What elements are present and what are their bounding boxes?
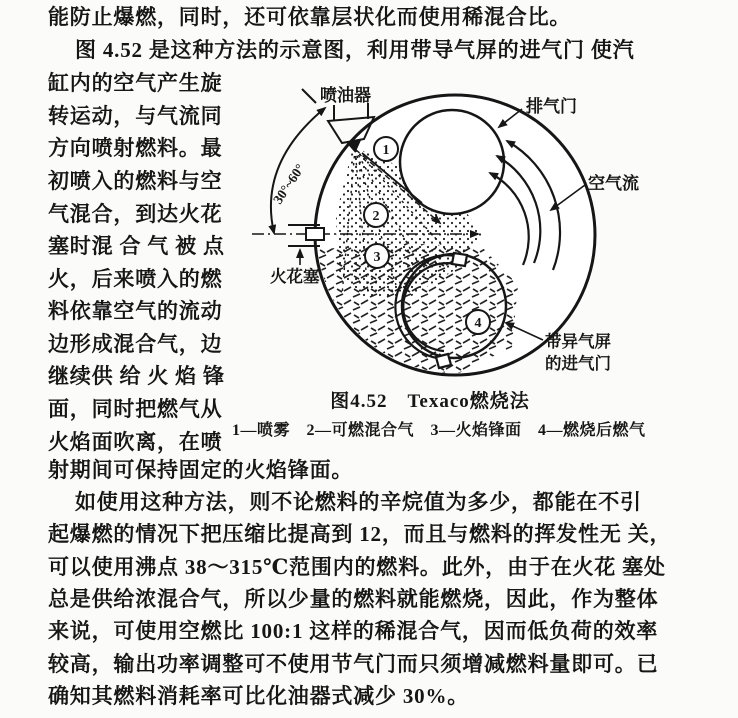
paragraph-line: 确知其燃料消耗率可比化油器式减少 30%。: [48, 684, 470, 708]
zone-1-number: 1: [382, 143, 390, 158]
zone-4-number: 4: [474, 316, 482, 331]
paragraph-line: 起爆燃的情况下把压缩比提高到 12，而且与燃料的挥发性无 关，: [48, 522, 672, 546]
zone-2-number: 2: [372, 209, 380, 224]
paragraph-line: 转运动，与气流同: [48, 104, 223, 128]
paragraph-line: 射期间可保持固定的火焰锋面。: [48, 458, 354, 482]
figure-legend: 1—喷雾 2—可燃混合气 3—火焰锋面 4—燃烧后燃气: [232, 422, 646, 439]
paragraph-line: 塞时混 合 气 被 点: [48, 234, 225, 258]
paragraph-line: 方向喷射燃料。最: [48, 136, 223, 160]
paragraph-line: 来说，可使用空燃比 100:1 这样的稀混合气，因而低负荷的效率: [48, 619, 659, 643]
paragraph-line: 较高，输出功率调整可不使用节气门而只须增减燃料量即可。已: [48, 652, 659, 676]
paragraph-line: 可以使用沸点 38～315℃范围内的燃料。此外，由于在火花 塞处: [48, 555, 666, 579]
paragraph-line: 火焰面吹离，在喷: [48, 430, 223, 454]
paragraph-line: 如使用这种方法，则不论燃料的辛烷值为多少，都能在不引: [75, 490, 642, 514]
paragraph-line: 图 4.52 是这种方法的示意图，利用带导气屏的进气门 使汽: [75, 38, 635, 62]
paragraph-line: 火，后来喷入的燃: [48, 267, 223, 291]
paragraph-line: 缸内的空气产生旋: [48, 71, 223, 95]
injector-label: 喷油器: [320, 86, 371, 105]
intake-valve-label-line2: 的进气门: [545, 354, 611, 373]
paragraph-line: 气混合，到达火花: [48, 202, 223, 226]
exhaust-valve-label: 排气门: [526, 97, 577, 116]
zone-3-number: 3: [373, 250, 381, 265]
combustion-diagram: [250, 85, 720, 385]
spark-plug-label: 火花塞: [270, 267, 320, 286]
paragraph-line: 面，同时把燃气从: [48, 397, 223, 421]
paragraph-line: 边形成混合气，边: [48, 332, 223, 356]
paragraph-line: 初喷入的燃料与空: [48, 169, 223, 193]
paragraph-line: 总是供给浓混合气，所以少量的燃料就能燃烧，因此，作为整体: [48, 587, 659, 611]
paragraph-line: 能防止爆燃，同时，还可依靠层状化而使用稀混合比。: [48, 5, 572, 29]
paragraph-line: 继续供 给 火 焰 锋: [48, 364, 225, 388]
intake-valve-label-line1: 带异气屏: [545, 332, 611, 351]
air-flow-label: 空气流: [588, 174, 639, 193]
spray-angle-label: 30°~60°: [270, 161, 308, 207]
figure-caption: 图4.52 Texaco燃烧法: [330, 391, 530, 412]
paragraph-line: 料依靠空气的流动: [48, 299, 223, 323]
